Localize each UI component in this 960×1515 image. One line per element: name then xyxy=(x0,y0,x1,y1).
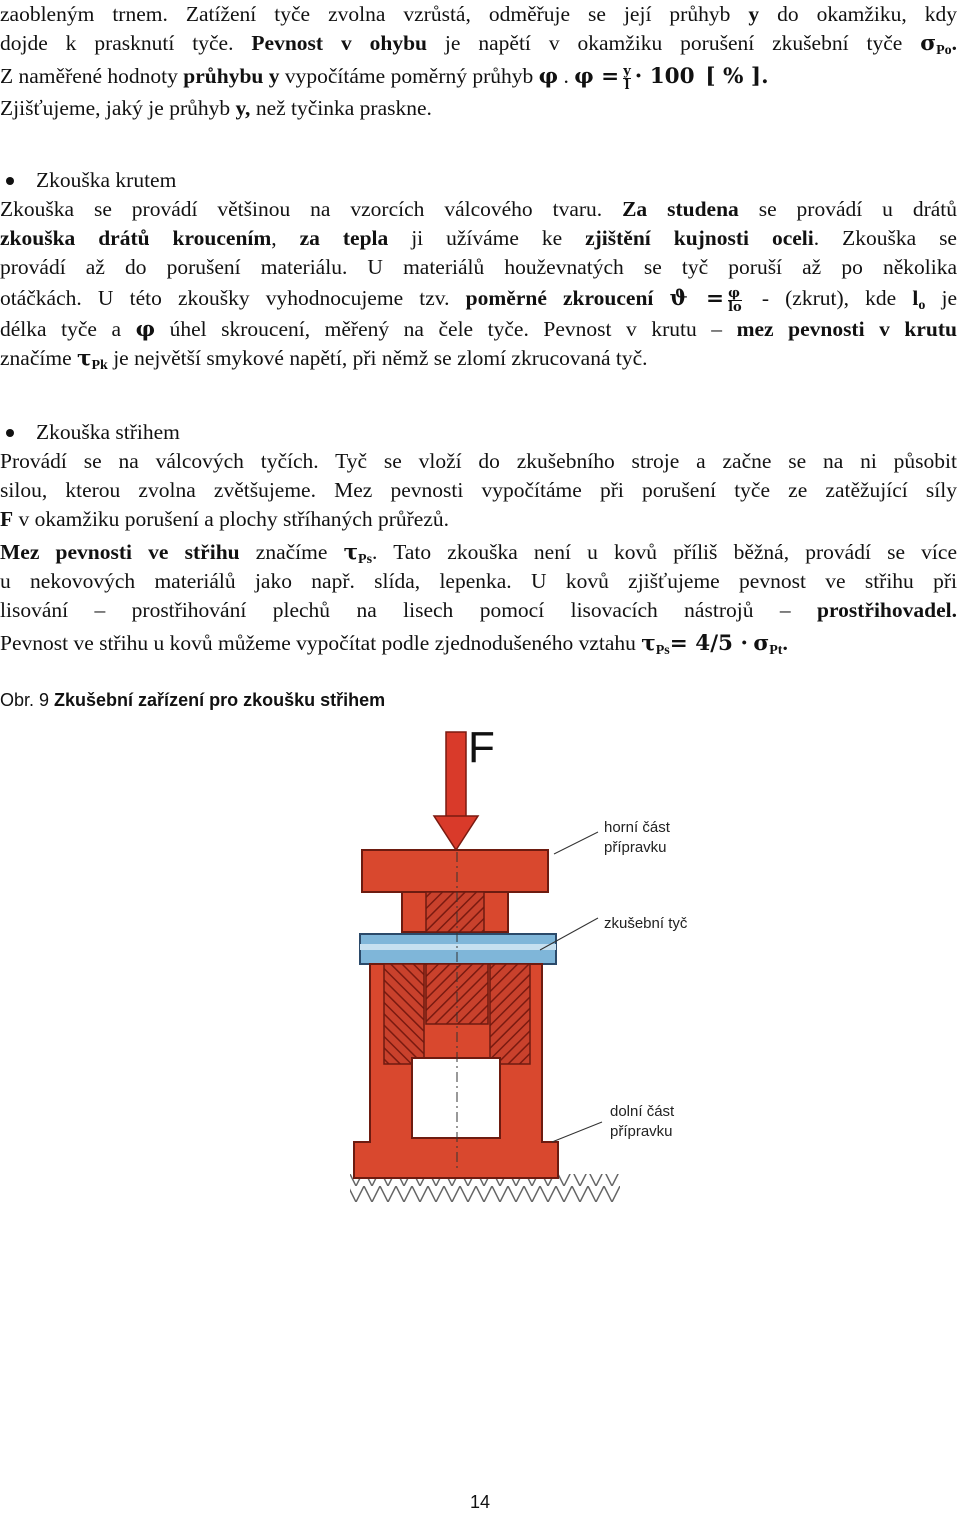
label-top-part: horní část přípravku xyxy=(604,819,670,856)
lower-opening xyxy=(412,1058,500,1138)
shear-test-figure xyxy=(340,722,710,1282)
krut-line-5: délka tyče a φ úhel skroucení, měřený na čele tyče. Pevnost v krutu – mez pevnosti v krutu xyxy=(0,317,957,342)
twist-fraction: $\frac{\varphi}{lo}$ xyxy=(728,285,742,315)
heading-krut: Zkouška krutem xyxy=(0,166,176,195)
figure-caption: Obr. 9 Zkušební zařízení pro zkoušku střihem xyxy=(0,690,386,710)
strih-paragraph xyxy=(0,447,957,658)
lower-hatch-right xyxy=(490,964,530,1064)
intro-line-3: Z naměřené hodnoty průhybu y vypočítáme poměrný průhyb φ . φ = $\frac{y}{l}$ · 100 [ % ]. xyxy=(0,63,769,93)
krut-line-3: provádí až do porušení materiálu. U materiálů houževnatých se tyč poruší až po několika xyxy=(0,255,957,279)
strih-line-7: Pevnost ve střihu u kovů můžeme vypočítat podle zjednodušeného vztahu $\tau_{Ps}= 4/5 \cdot \sigma_{Pt}$. xyxy=(0,631,788,658)
label-bottom-part: dolní část přípravku xyxy=(610,1103,675,1140)
leader-bottom xyxy=(552,1122,602,1142)
test-rod-highlight xyxy=(360,944,556,950)
deflection-fraction: $\frac{y}{l}$ xyxy=(623,63,631,93)
page-number: 14 xyxy=(469,1492,491,1512)
upper-jig-cap xyxy=(362,850,548,892)
intro-line-4: Zjišťujeme, jaký je průhyb y, než tyčinka praskne. xyxy=(0,96,432,120)
upper-hatch xyxy=(426,892,484,932)
krut-line-1: Zkouška se provádí většinou na vzorcích válcového tvaru. Za studena se provádí u drátů xyxy=(0,197,957,221)
heading-strih: Zkouška střihem xyxy=(0,418,180,447)
bullet-icon xyxy=(6,429,14,437)
strih-line-3: F v okamžiku porušení a plochy stříhaných průřezů. xyxy=(0,507,449,531)
krut-line-2: zkouška drátů kroucením, za tepla ji užíváme ke zjištění kujnosti oceli. Zkouška se xyxy=(0,226,957,250)
leader-top xyxy=(554,832,598,854)
bullet-icon xyxy=(6,177,14,185)
intro-line-1: zaobleným trnem. Zatížení tyče zvolna vzrůstá, odměřuje se její průhyb y do okamžiku, kdy xyxy=(0,2,957,26)
strih-line-4: Mez pevnosti ve střihu značíme $\tau_{Ps}$. Tato zkouška není u kovů příliš běžná, provádí se více xyxy=(0,540,957,567)
lower-hatch-left xyxy=(384,964,424,1064)
intro-paragraph xyxy=(0,0,957,123)
strih-line-6: lisování – prostřihování plechů na lisech pomocí lisovacích nástrojů – prostřihovadel. xyxy=(0,598,957,622)
force-arrow-head xyxy=(434,816,478,850)
shear-test-diagram xyxy=(340,722,710,1282)
label-test-rod: zkušební tyč xyxy=(604,915,688,932)
intro-line-2: dojde k prasknutí tyče. Pevnost v ohybu je napětí v okamžiku porušení zkušební tyče $\sigma_{Po}$. xyxy=(0,31,958,58)
strih-line-2: silou, kterou zvolna zvětšujeme. Mez pevnosti vypočítáme při porušení tyče ze zatěžující síly xyxy=(0,478,957,502)
krut-line-4: otáčkách. U této zkoušky vyhodnocujeme tzv. poměrné zkroucení ϑ = $\frac{\varphi}{lo}$ - (zkrut), kde $l_o$ je xyxy=(0,285,958,315)
force-label: F xyxy=(468,723,495,772)
strih-line-1: Provádí se na válcových tyčích. Tyč se vloží do zkušebního stroje a začne se na ni působit xyxy=(0,449,957,473)
krut-paragraph xyxy=(0,195,957,373)
krut-line-6: značíme $\tau_{Pk}$ je největší smykové napětí, při němž se zlomí zkrucovaná tyč. xyxy=(0,346,648,373)
strih-line-5: u nekovových materiálů jako např. slída, lepenka. U kovů zjišťujeme pevnost ve střihu při xyxy=(0,569,957,593)
force-arrow-shaft xyxy=(446,732,466,818)
